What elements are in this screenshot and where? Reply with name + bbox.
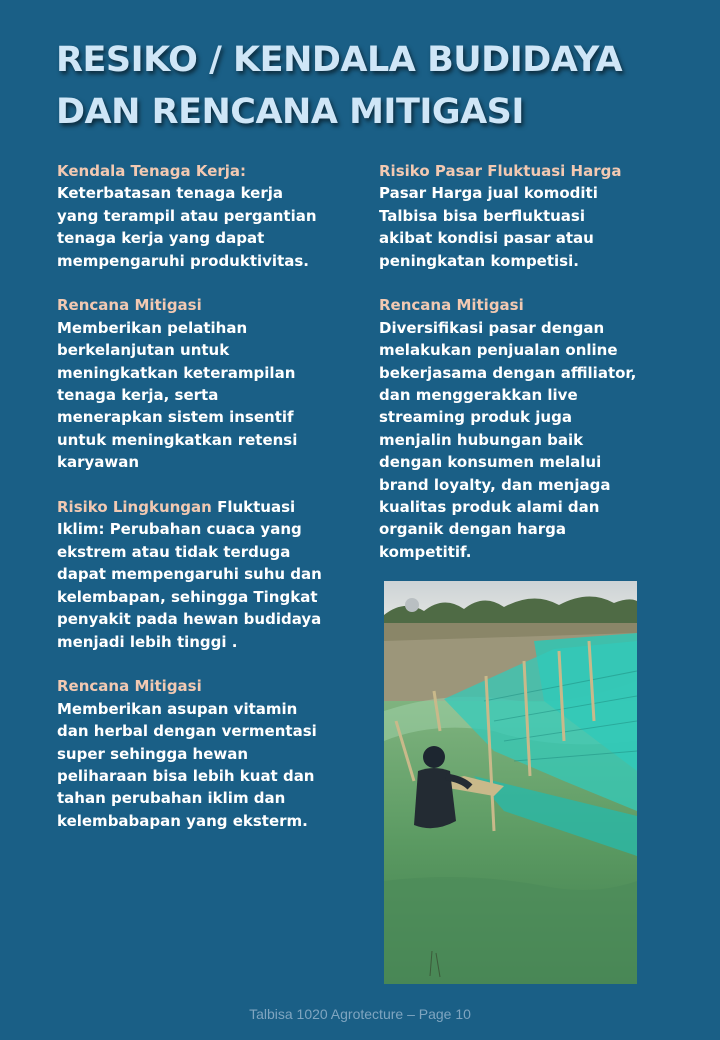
market-mitigation-text: Diversifikasi pasar dengan melakukan penjualan online bekerjasama dengan affiliator, dan menggerakkan live streaming produk juga menjalin hubungan baik dengan konsumen melalui brand loyalty, dan menjaga kualitas produk alami dan organik dengan harga kompetitif. (379, 318, 637, 561)
page-title (56, 34, 696, 138)
market-risk-heading: Risiko Pasar Fluktuasi Harga (379, 162, 622, 180)
environment-risk-text: Fluktuasi Iklim: Perubahan cuaca yang ekstrem atau tidak terduga dapat mempengaruhi suhu dan kelembapan, sehingga Tingkat penyakit pada hewan budidaya menjadi lebih tinggi . (57, 498, 322, 651)
labor-mitigation-text: Memberikan pelatihan berkelanjutan untuk meningkatkan keterampilan tenaga kerja, serta menerapkan sistem insentif untuk meningkatkan retensi karyawan (57, 318, 298, 472)
environment-mitigation-heading: Rencana Mitigasi (57, 677, 202, 696)
environment-mitigation-block (57, 675, 322, 832)
left-column (57, 160, 322, 855)
market-mitigation-block (379, 294, 637, 563)
pond-photo-illustration (384, 581, 637, 984)
market-risk-block (379, 160, 637, 272)
pond-photo (384, 581, 637, 984)
environment-risk-heading: Risiko Lingkungan (57, 498, 212, 517)
environment-risk-block (57, 496, 322, 653)
title-line-1: RESIKO / KENDALA BUDIDAYA (56, 40, 623, 80)
labor-mitigation-block (57, 294, 322, 473)
page-footer: Talbisa 1020 Agrotecture – Page 10 (249, 1006, 471, 1022)
market-mitigation-heading: Rencana Mitigasi (379, 296, 524, 315)
labor-constraint-heading: Kendala Tenaga Kerja: (57, 162, 247, 180)
title-line-2: DAN RENCANA MITIGASI (56, 92, 524, 132)
labor-mitigation-heading: Rencana Mitigasi (57, 296, 202, 315)
right-column (379, 160, 637, 586)
labor-constraint-text: Keterbatasan tenaga kerja yang terampil atau pergantian tenaga kerja yang dapat mempengaruhi produktivitas. (57, 184, 317, 270)
market-risk-text: Pasar Harga jual komoditi Talbisa bisa berfluktuasi akibat kondisi pasar atau peningkatan kompetisi. (379, 184, 598, 270)
environment-mitigation-text: Memberikan asupan vitamin dan herbal dengan vermentasi super sehingga hewan peliharaan bisa lebih kuat dan tahan perubahan iklim dan kelembabapan yang eksterm. (57, 699, 317, 830)
labor-constraint-block (57, 160, 322, 272)
